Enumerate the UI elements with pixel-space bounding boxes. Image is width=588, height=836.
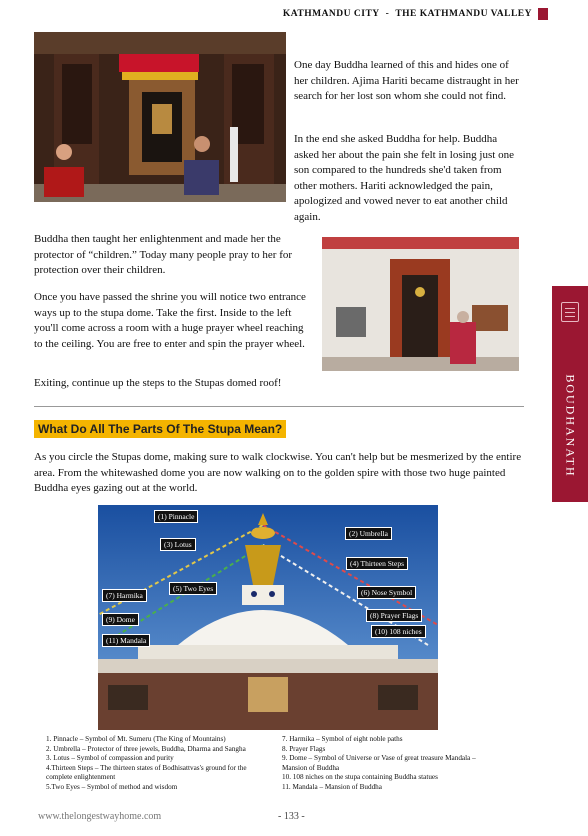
header-city: KATHMANDU CITY — [282, 9, 380, 19]
page-number: - 133 - — [278, 811, 305, 822]
diagram-label-pinnacle: (1) Pinnacle — [154, 510, 198, 523]
header-separator: - — [385, 9, 390, 19]
legend-item: 2. Umbrella – Protector of three jewels, Buddha, Dharma and Sangha — [46, 744, 246, 753]
diagram-label-dome: (9) Dome — [102, 613, 139, 626]
legend-right — [282, 735, 522, 793]
header-marker — [538, 8, 548, 20]
running-header — [283, 8, 548, 20]
section-intro: As you circle the Stupas dome, making sure to walk clockwise. You can't help but be mesmerized by the entire area. From the whitewashed dome you are now walking on to the golden spire with those two huge painted Buddha eyes gazing out at the world. — [34, 451, 522, 494]
legend-item: 10. 108 niches on the stupa containing Buddha statues — [282, 773, 438, 782]
legend-item: Mansion of Buddha — [282, 763, 340, 772]
chapter-tab-label: BOUDHANATH — [563, 374, 578, 478]
diagram-label-niches: (10) 108 niches — [371, 625, 426, 638]
legend-item: 1. Pinnacle – Symbol of Mt. Sumeru (The King of Mountains) — [46, 735, 226, 743]
diagram-label-lotus: (3) Lotus — [160, 538, 196, 551]
paragraph-5: Exiting, continue up the steps to the Stupas domed roof! — [34, 377, 282, 389]
paragraph-4: Once you have passed the shrine you will notice two entrance ways up to the stupa dome. Take the first. Inside to the left you'll come across a room with a huge prayer wheel reaching to the ceiling. You are free to enter and spin the prayer wheel. — [34, 291, 306, 350]
diagram-label-prayer-flags: (8) Prayer Flags — [366, 609, 422, 622]
section-divider — [34, 406, 524, 407]
legend-left — [46, 735, 276, 793]
document-icon — [561, 302, 579, 322]
footer-url[interactable]: www.thelongestwayhome.com — [38, 811, 162, 822]
diagram-label-nose-symbol: (6) Nose Symbol — [357, 586, 416, 599]
legend-item: 7. Harmika – Symbol of eight noble paths — [282, 735, 403, 743]
chapter-tab[interactable] — [552, 286, 588, 502]
paragraph-3: Buddha then taught her enlightenment and made her the protector of “children.” Today many people pray to her for protection over their children. — [34, 233, 293, 276]
legend-item: 3. Lotus – Symbol of compassion and purity — [46, 754, 174, 763]
legend-item: 9. Dome – Symbol of Universe or Vase of great treasure Mandala – — [282, 754, 476, 763]
diagram-label-thirteen-steps: (4) Thirteen Steps — [346, 557, 408, 570]
diagram-label-umbrella: (2) Umbrella — [345, 527, 392, 540]
stupa-diagram — [98, 505, 438, 730]
diagram-label-two-eyes: (5) Two Eyes — [169, 582, 217, 595]
header-valley: THE KATHMANDU VALLEY — [395, 9, 532, 19]
diagram-label-harmika: (7) Harmika — [102, 589, 147, 602]
paragraph-1: One day Buddha learned of this and hides one of her children. Ajima Hariti became distraught in her search for her lost son whom she could not find. — [294, 59, 519, 102]
doorway-photo — [322, 237, 519, 371]
legend-item: 4.Thirteen Steps – The thirteen states of Bodhisattvas's ground for the — [46, 763, 247, 772]
legend-item: complete enlightenment — [46, 773, 116, 782]
shrine-photo — [34, 32, 286, 202]
legend-item: 8. Prayer Flags — [282, 744, 326, 753]
diagram-label-mandala: (11) Mandala — [102, 634, 150, 647]
legend-item: 11. Mandala – Mansion of Buddha — [282, 782, 382, 791]
legend-item: 5.Two Eyes – Symbol of method and wisdom — [46, 782, 178, 791]
section-heading: What Do All The Parts Of The Stupa Mean? — [34, 420, 286, 438]
paragraph-2: In the end she asked Buddha for help. Buddha asked her about the pain she felt in losing just one son compared to the hundreds she'd taken from other mothers. Hariti acknowledged the pain, apologized and vowed never to eat another child again. — [294, 133, 514, 223]
